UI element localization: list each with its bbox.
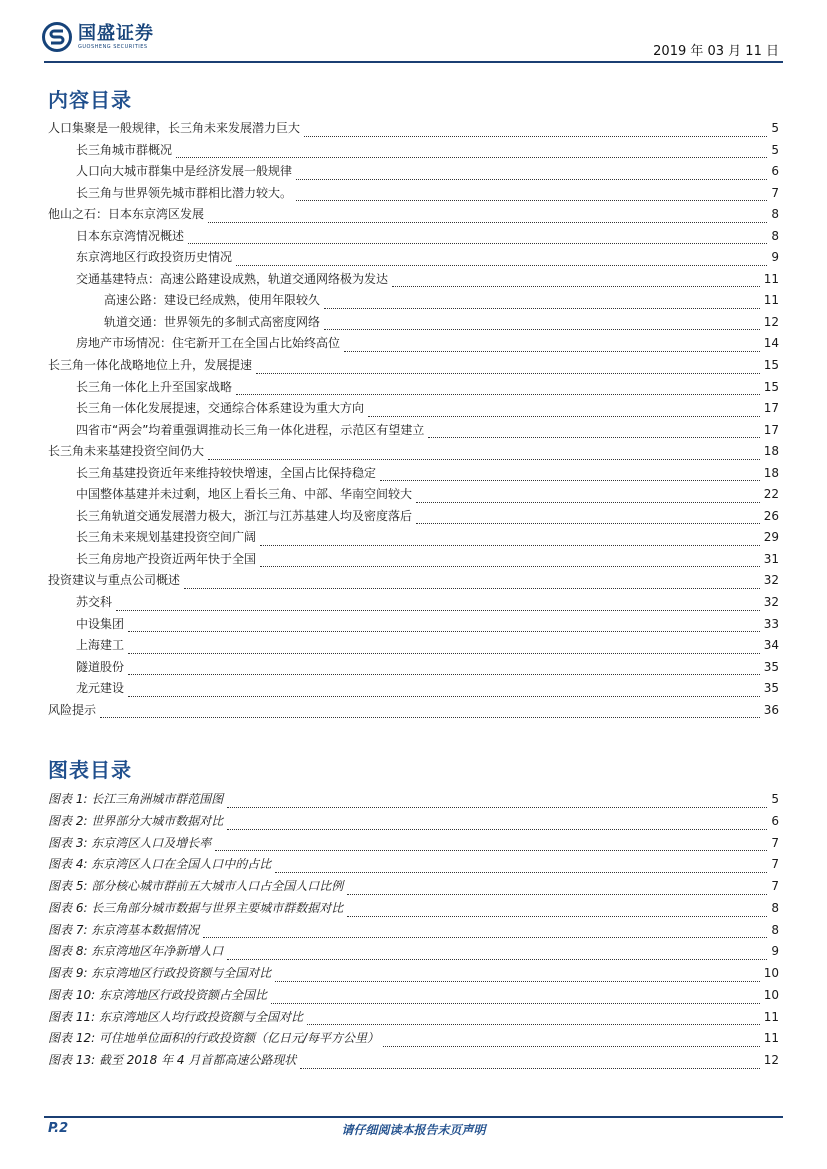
entry-title: 长三角与世界领先城市群相比潜力较大。 (76, 183, 294, 205)
entry-title: 图表 11: 东京湾地区人均行政投资额与全国对比 (48, 1007, 305, 1029)
company-logo (42, 22, 154, 52)
figure-entry[interactable] (48, 1007, 779, 1029)
entry-title: 苏交科 (76, 592, 114, 614)
entry-title: 长三角一体化上升至国家战略 (76, 377, 234, 399)
entry-title: 长三角未来基建投资空间仍大 (48, 441, 206, 463)
entry-page-number: 11 (762, 1028, 779, 1050)
entry-title: 图表 9: 东京湾地区行政投资额与全国对比 (48, 963, 273, 985)
entry-page-number: 22 (762, 484, 779, 506)
logo-subtitle: GUOSHENG SECURITIES (78, 43, 148, 50)
dot-leader (428, 437, 759, 438)
dot-leader (260, 566, 760, 567)
toc-entry[interactable] (48, 226, 779, 248)
entry-page-number: 17 (762, 420, 779, 442)
entry-page-number: 8 (769, 226, 779, 248)
guosheng-logo-icon (42, 22, 72, 52)
entry-page-number: 6 (769, 811, 779, 833)
entry-page-number: 35 (762, 657, 779, 679)
entry-title: 日本东京湾情况概述 (76, 226, 186, 248)
entry-page-number: 14 (762, 333, 779, 355)
entry-page-number: 18 (762, 441, 779, 463)
entry-page-number: 7 (769, 833, 779, 855)
entry-title: 东京湾地区行政投资历史情况 (76, 247, 234, 269)
dot-leader (188, 243, 767, 244)
entry-title: 中国整体基建并未过剩，地区上看长三角、中部、华南空间较大 (76, 484, 414, 506)
entry-title: 图表 4: 东京湾区人口在全国人口中的占比 (48, 854, 273, 876)
toc-entry[interactable] (48, 333, 779, 355)
entry-title: 四省市“两会”均着重强调推动长三角一体化进程，示范区有望建立 (76, 420, 426, 442)
entry-title: 长三角一体化发展提速，交通综合体系建设为重大方向 (76, 398, 366, 420)
dot-leader (347, 916, 767, 917)
dot-leader (236, 394, 760, 395)
dot-leader (296, 179, 767, 180)
dot-leader (416, 502, 760, 503)
figure-entry[interactable] (48, 1050, 779, 1072)
entry-title: 图表 1: 长江三角洲城市群范围图 (48, 789, 225, 811)
entry-page-number: 8 (769, 898, 779, 920)
entry-page-number: 10 (762, 985, 779, 1007)
dot-leader (227, 959, 767, 960)
dot-leader (304, 136, 767, 137)
entry-title: 图表 13: 截至 2018 年 4 月首都高速公路现状 (48, 1050, 298, 1072)
entry-title: 中设集团 (76, 614, 126, 636)
dot-leader (416, 523, 760, 524)
entry-page-number: 12 (762, 1050, 779, 1072)
entry-title: 人口向大城市群集中是经济发展一般规律 (76, 161, 294, 183)
entry-title: 龙元建设 (76, 678, 126, 700)
dot-leader (100, 717, 760, 718)
toc-entry[interactable] (48, 355, 779, 377)
entry-page-number: 34 (762, 635, 779, 657)
dot-leader (176, 157, 767, 158)
entry-page-number: 31 (762, 549, 779, 571)
figure-entry[interactable] (48, 789, 779, 811)
toc-entry[interactable] (48, 420, 779, 442)
toc-entry[interactable] (48, 140, 779, 162)
figure-entry[interactable] (48, 963, 779, 985)
dot-leader (324, 308, 760, 309)
page-number: P.2 (48, 1121, 69, 1136)
toc-entry[interactable] (48, 377, 779, 399)
entry-title: 上海建工 (76, 635, 126, 657)
dot-leader (227, 807, 767, 808)
entry-title: 图表 6: 长三角部分城市数据与世界主要城市群数据对比 (48, 898, 345, 920)
report-date: 2019 年 03 月 11 日 (653, 44, 779, 59)
toc-entry[interactable] (48, 635, 779, 657)
entry-title: 轨道交通：世界领先的多制式高密度网络 (104, 312, 322, 334)
entry-page-number: 33 (762, 614, 779, 636)
entry-title: 图表 7: 东京湾基本数据情况 (48, 920, 201, 942)
entry-page-number: 11 (762, 1007, 779, 1029)
toc-entry[interactable] (48, 592, 779, 614)
toc-entry[interactable] (48, 398, 779, 420)
entry-page-number: 11 (762, 269, 779, 291)
dot-leader (392, 286, 760, 287)
toc-entry[interactable] (48, 678, 779, 700)
entry-title: 图表 3: 东京湾区人口及增长率 (48, 833, 213, 855)
figure-entry[interactable] (48, 1028, 779, 1050)
entry-title: 高速公路：建设已经成熟，使用年限较久 (104, 290, 322, 312)
logo-name: 国盛证券 (78, 22, 154, 44)
entry-title: 图表 8: 东京湾地区年净新增人口 (48, 941, 225, 963)
dot-leader (128, 653, 760, 654)
dot-leader (380, 480, 760, 481)
toc-entry[interactable] (48, 570, 779, 592)
entry-title: 长三角轨道交通发展潜力极大，浙江与江苏基建人均及密度落后 (76, 506, 414, 528)
entry-title: 长三角基建投资近年来维持较快增速，全国占比保持稳定 (76, 463, 378, 485)
entry-title: 交通基建特点：高速公路建设成熟，轨道交通网络极为发达 (76, 269, 390, 291)
entry-title: 房地产市场情况：住宅新开工在全国占比始终高位 (76, 333, 342, 355)
toc-entry[interactable] (48, 549, 779, 571)
dot-leader (344, 351, 760, 352)
figure-entry[interactable] (48, 876, 779, 898)
dot-leader (256, 373, 760, 374)
dot-leader (128, 631, 760, 632)
dot-leader (275, 872, 767, 873)
toc-entry[interactable] (48, 441, 779, 463)
dot-leader (271, 1003, 760, 1004)
dot-leader (128, 674, 760, 675)
entry-title: 图表 10: 东京湾地区行政投资额占全国比 (48, 985, 269, 1007)
entry-page-number: 5 (769, 789, 779, 811)
dot-leader (368, 416, 760, 417)
entry-page-number: 32 (762, 570, 779, 592)
entry-title: 图表 2: 世界部分大城市数据对比 (48, 811, 225, 833)
entry-page-number: 17 (762, 398, 779, 420)
entry-page-number: 5 (769, 140, 779, 162)
contents-title: 内容目录 (48, 88, 132, 112)
entry-page-number: 36 (762, 700, 779, 722)
dot-leader (236, 265, 767, 266)
figure-entry[interactable] (48, 833, 779, 855)
toc-entry[interactable] (48, 312, 779, 334)
dot-leader (383, 1046, 760, 1047)
figure-entry[interactable] (48, 811, 779, 833)
dot-leader (324, 329, 760, 330)
dot-leader (227, 829, 767, 830)
toc-entry[interactable] (48, 204, 779, 226)
entry-page-number: 7 (769, 183, 779, 205)
entry-page-number: 9 (769, 941, 779, 963)
disclaimer-note: 请仔细阅读本报告末页声明 (341, 1123, 486, 1137)
entry-page-number: 35 (762, 678, 779, 700)
toc-entry[interactable] (48, 484, 779, 506)
entry-title: 风险提示 (48, 700, 98, 722)
footer-divider (44, 1116, 783, 1118)
toc-entry[interactable] (48, 506, 779, 528)
entry-title: 长三角未来规划基建投资空间广阔 (76, 527, 258, 549)
toc-entry[interactable] (48, 463, 779, 485)
list-of-figures (48, 789, 779, 1072)
dot-leader (208, 459, 760, 460)
entry-page-number: 26 (762, 506, 779, 528)
entry-page-number: 12 (762, 312, 779, 334)
header-divider (44, 61, 783, 63)
entry-title: 他山之石：日本东京湾区发展 (48, 204, 206, 226)
page-header (0, 0, 827, 64)
entry-page-number: 6 (769, 161, 779, 183)
toc-entry[interactable] (48, 247, 779, 269)
entry-title: 长三角一体化战略地位上升，发展提速 (48, 355, 254, 377)
entry-page-number: 15 (762, 355, 779, 377)
entry-title: 长三角城市群概况 (76, 140, 174, 162)
dot-leader (296, 200, 767, 201)
dot-leader (260, 545, 760, 546)
entry-title: 图表 5: 部分核心城市群前五大城市人口占全国人口比例 (48, 876, 345, 898)
toc-entry[interactable] (48, 118, 779, 140)
entry-page-number: 9 (769, 247, 779, 269)
dot-leader (116, 610, 760, 611)
toc-entry[interactable] (48, 700, 779, 722)
entry-page-number: 15 (762, 377, 779, 399)
entry-page-number: 8 (769, 204, 779, 226)
entry-page-number: 5 (769, 118, 779, 140)
dot-leader (128, 696, 760, 697)
figure-entry[interactable] (48, 985, 779, 1007)
dot-leader (215, 850, 767, 851)
toc-entry[interactable] (48, 161, 779, 183)
dot-leader (300, 1068, 759, 1069)
dot-leader (184, 588, 760, 589)
entry-page-number: 8 (769, 920, 779, 942)
toc-entry[interactable] (48, 183, 779, 205)
toc-entry[interactable] (48, 269, 779, 291)
entry-title: 隧道股份 (76, 657, 126, 679)
table-of-contents (48, 118, 779, 721)
entry-page-number: 11 (762, 290, 779, 312)
entry-page-number: 29 (762, 527, 779, 549)
entry-page-number: 10 (762, 963, 779, 985)
toc-entry[interactable] (48, 657, 779, 679)
toc-entry[interactable] (48, 614, 779, 636)
dot-leader (208, 222, 767, 223)
figure-entry[interactable] (48, 898, 779, 920)
entry-title: 长三角房地产投资近两年快于全国 (76, 549, 258, 571)
dot-leader (347, 894, 767, 895)
toc-entry[interactable] (48, 290, 779, 312)
figure-entry[interactable] (48, 854, 779, 876)
entry-page-number: 32 (762, 592, 779, 614)
dot-leader (203, 937, 767, 938)
dot-leader (275, 981, 759, 982)
figures-title: 图表目录 (48, 758, 132, 782)
figure-entry[interactable] (48, 920, 779, 942)
toc-entry[interactable] (48, 527, 779, 549)
entry-page-number: 18 (762, 463, 779, 485)
entry-title: 人口集聚是一般规律，长三角未来发展潜力巨大 (48, 118, 302, 140)
figure-entry[interactable] (48, 941, 779, 963)
entry-title: 图表 12: 可住地单位面积的行政投资额（亿日元/每平方公里） (48, 1028, 381, 1050)
entry-page-number: 7 (769, 876, 779, 898)
dot-leader (307, 1024, 760, 1025)
entry-title: 投资建议与重点公司概述 (48, 570, 182, 592)
entry-page-number: 7 (769, 854, 779, 876)
